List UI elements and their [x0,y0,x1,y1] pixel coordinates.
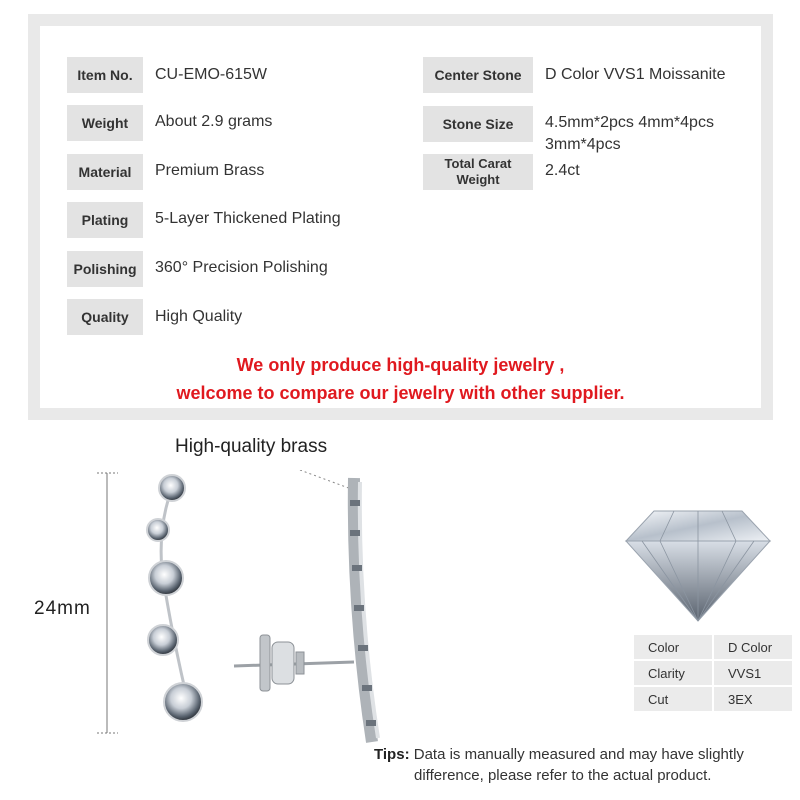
table-cell-key: Clarity [633,660,713,686]
tips-line-1 [374,744,784,765]
gem-2 [147,519,169,541]
spec-label-material: Material [67,154,143,190]
spec-label-center-stone: Center Stone [423,57,533,93]
gem-1 [159,475,185,501]
spec-value-quality: High Quality [155,308,243,325]
spec-value-polishing: 360° Precision Polishing [155,259,328,276]
spec-panel [28,14,773,420]
spec-label-plating: Plating [67,202,143,238]
promo-line-1: We only produce high-quality jewelry , [236,355,565,375]
tips-note [374,744,784,786]
spec-value-total-carat: 2.4ct [545,162,580,179]
spec-label-stone-size: Stone Size [423,106,533,142]
spec-label-quality: Quality [67,299,143,335]
spec-panel-inner [40,26,761,408]
spec-label-polishing: Polishing [67,251,143,287]
table-row [633,634,793,660]
table-cell-value: VVS1 [713,660,793,686]
table-row [633,686,793,712]
spec-label-item-no: Item No. [67,57,143,93]
stone-spec-table [632,633,794,713]
table-cell-key: Color [633,634,713,660]
dimension-line [90,465,130,745]
gem-3 [149,561,183,595]
table-cell-key: Cut [633,686,713,712]
spec-label-total-carat [423,154,533,190]
tips-text-1: Data is manually measured and may have slightly [413,746,744,763]
earring-front-image [128,466,228,746]
tips-text-2: difference, please refer to the actual product. [414,767,712,784]
spec-value-material: Premium Brass [155,162,265,179]
total-carat-label-line-1: Total Carat [444,156,512,171]
spec-value-stone-size [545,112,714,156]
gem-4 [148,625,178,655]
spec-value-center-stone: D Color VVS1 Moissanite [545,66,726,83]
spec-value-plating: 5-Layer Thickened Plating [155,210,341,227]
spec-value-weight: About 2.9 grams [155,113,273,130]
table-cell-value: 3EX [713,686,793,712]
promo-line-2: welcome to compare our jewelry with other supplier. [176,383,625,403]
dimension-label: 24mm [34,598,91,619]
spec-value-item-no: CU-EMO-615W [155,66,268,83]
tips-label: Tips: [374,746,410,763]
table-row [633,660,793,686]
diamond-image [624,503,772,623]
product-title: High-quality brass [175,436,328,457]
table-cell-value: D Color [713,634,793,660]
earring-side-image [232,470,392,750]
total-carat-label-line-2: Weight [456,172,500,187]
gem-5 [164,683,202,721]
stone-size-line-1: 4.5mm*2pcs 4mm*4pcs [545,114,714,131]
spec-label-weight: Weight [67,105,143,141]
stone-size-line-2: 3mm*4pcs [545,136,621,153]
